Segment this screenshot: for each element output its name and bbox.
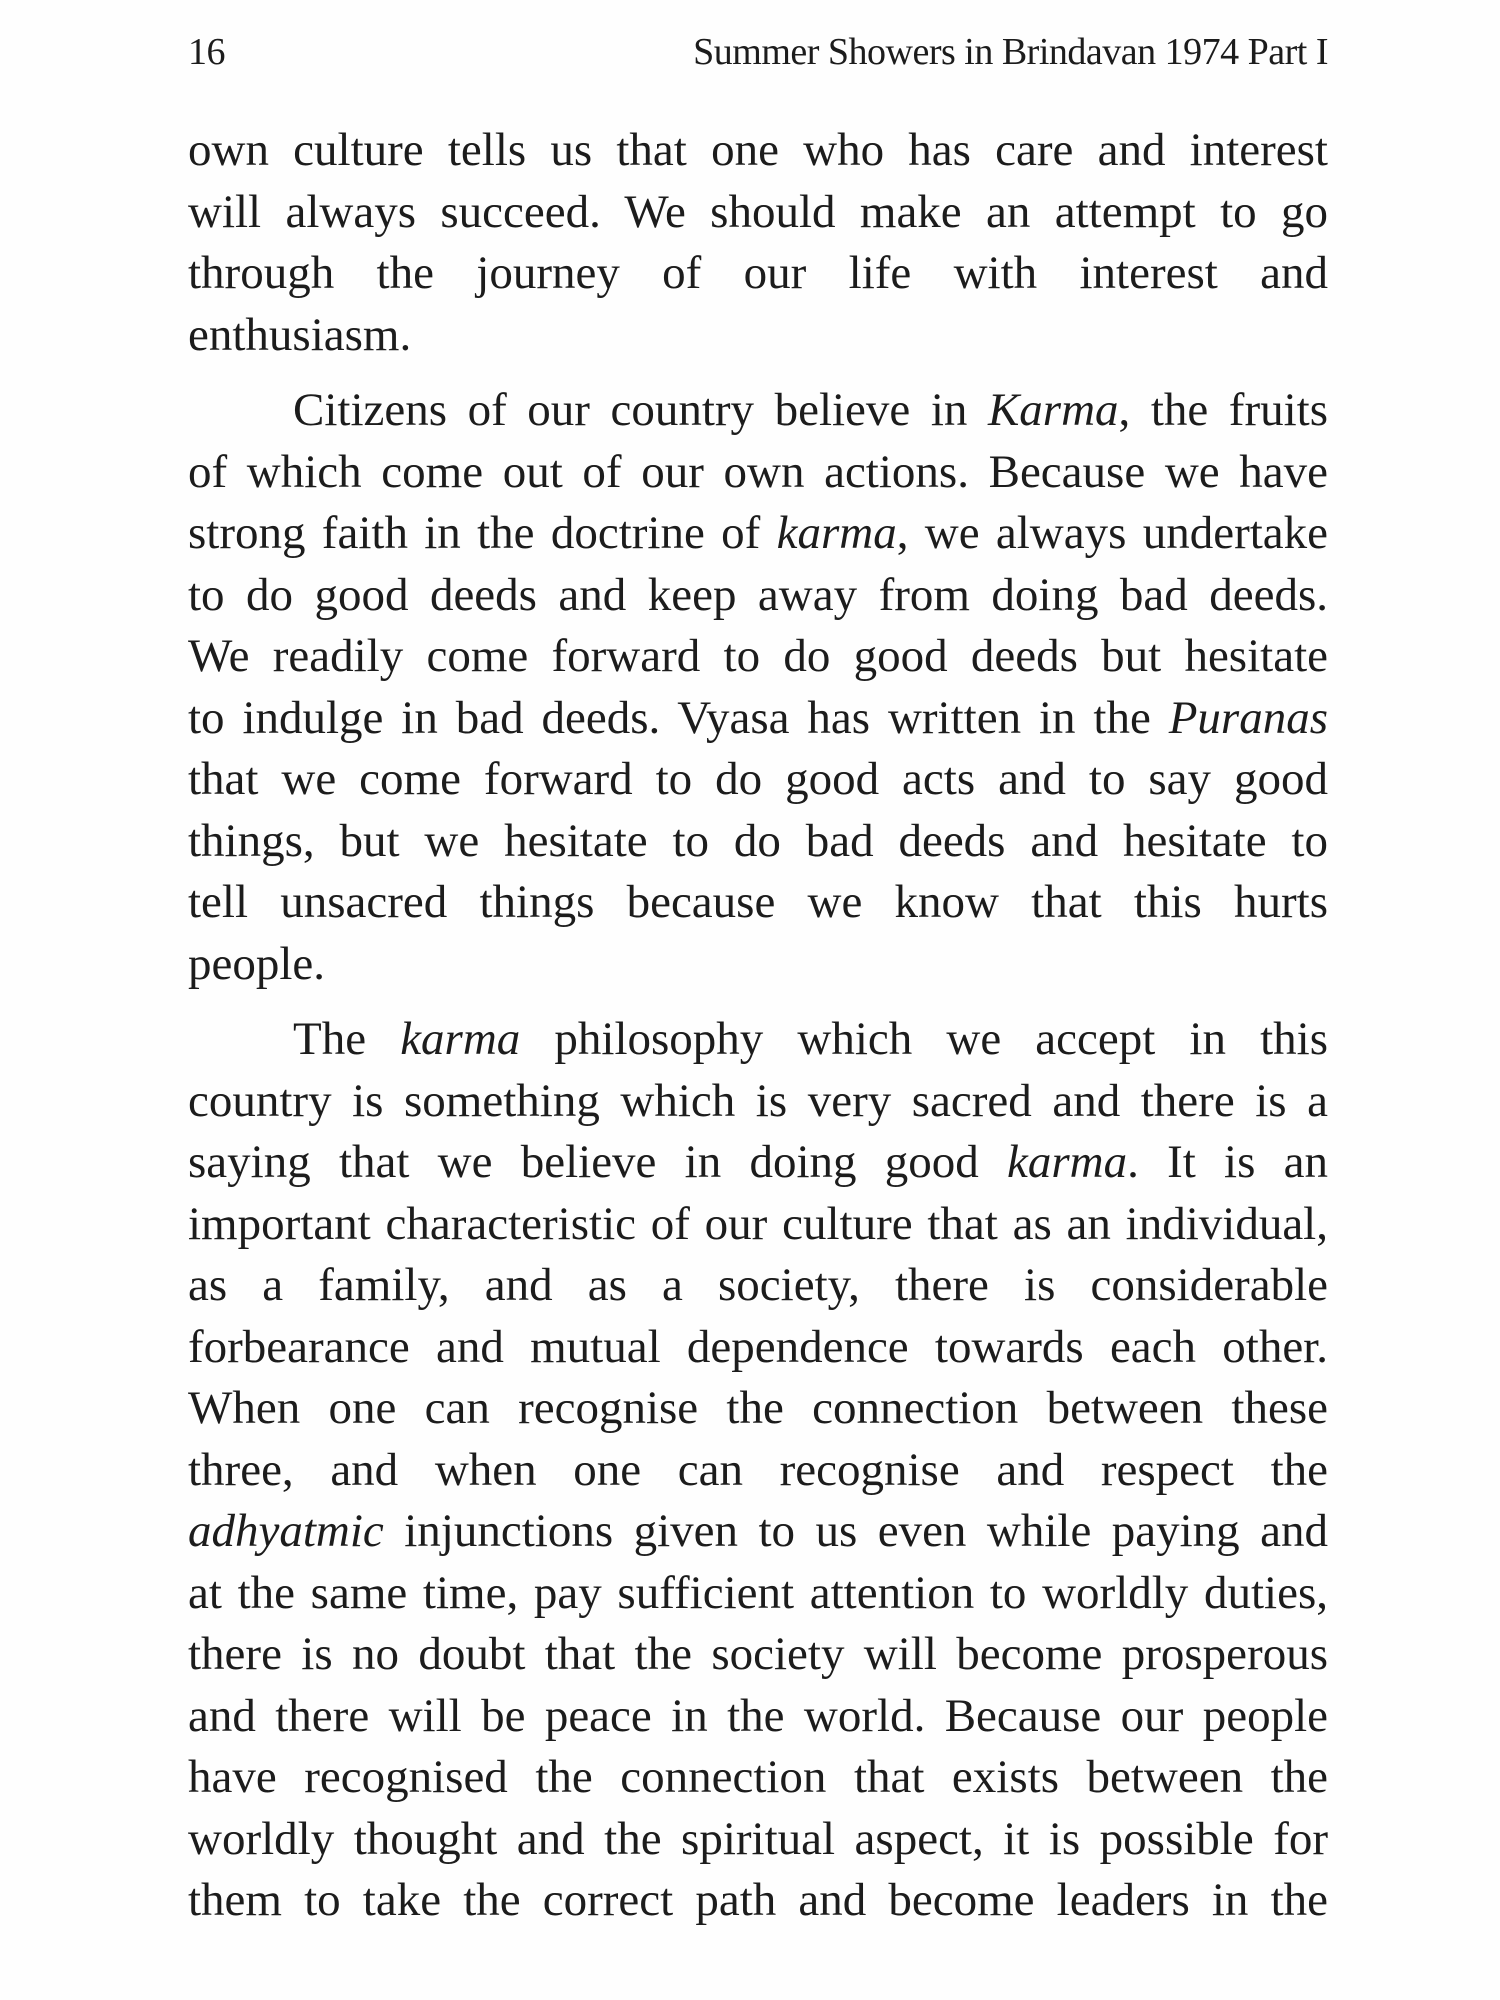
text-line [188, 626, 1328, 688]
text-line [188, 503, 1328, 565]
text-line [188, 1747, 1328, 1809]
italic-term: karma [1007, 1136, 1128, 1188]
text-run: injunctions given to us even while paying and [383, 1505, 1328, 1557]
text-line [188, 1870, 1328, 1932]
text-line [188, 1563, 1328, 1625]
text-run: have recognised the connection that exists between the [188, 1751, 1328, 1803]
running-title: Summer Showers in Brindavan 1974 Part I [693, 31, 1328, 73]
text-run: three, and when one can recognise and respect the [188, 1443, 1328, 1496]
text-run: The [293, 1013, 401, 1065]
text-run: to indulge in bad deeds. Vyasa has written in the [188, 691, 1169, 744]
text-run: and there will be peace in the world. Because our people [188, 1689, 1328, 1742]
text-run: will always succeed. We should make an attempt to go [188, 185, 1328, 238]
text-line [188, 1809, 1328, 1871]
text-line [188, 872, 1328, 934]
text-run: important characteristic of our culture that as an individual, [188, 1197, 1328, 1250]
text-run: to do good deeds and keep away from doing bad deeds. [188, 568, 1328, 621]
text-run: of which come out of our own actions. Because we have [188, 445, 1328, 498]
text-line [188, 305, 1328, 367]
text-run: them to take the correct path and become leaders in the [188, 1874, 1328, 1926]
text-line [188, 811, 1328, 873]
text-run: When one can recognise the connection between these [188, 1382, 1328, 1434]
text-run: , we always undertake [896, 507, 1329, 559]
text-run: . It is an [1127, 1136, 1328, 1188]
text-run: forbearance and mutual dependence towards each other. [188, 1320, 1328, 1373]
text-line [188, 565, 1328, 627]
text-line [188, 380, 1328, 442]
italic-term: adhyatmic [188, 1505, 384, 1557]
text-line [188, 182, 1328, 244]
page-number: 16 [188, 31, 225, 73]
text-run: as a family, and as a society, there is considerable [188, 1259, 1328, 1311]
text-run: tell unsacred things because we know that this hurts [188, 876, 1328, 928]
text-line [188, 1255, 1328, 1317]
italic-term: Puranas [1168, 691, 1328, 744]
text-run: philosophy which we accept in this [520, 1013, 1328, 1065]
text-run: people. [188, 937, 326, 990]
italic-term: Karma [987, 384, 1119, 436]
text-run: enthusiasm. [188, 308, 412, 361]
text-line [188, 934, 1328, 996]
text-line [188, 1194, 1328, 1256]
text-run: We readily come forward to do good deeds but hesitate [188, 630, 1328, 682]
text-line [188, 442, 1328, 504]
text-line [188, 1686, 1328, 1748]
text-line [188, 1624, 1328, 1686]
text-line [188, 1132, 1328, 1194]
text-run: that we come forward to do good acts and to say good [188, 753, 1328, 805]
text-run: at the same time, pay sufficient attention to worldly duties, [188, 1566, 1328, 1619]
paragraph [188, 120, 1328, 366]
text-line [188, 243, 1328, 305]
text-run: worldly thought and the spiritual aspect, it is possible for [188, 1812, 1328, 1865]
text-line [188, 1440, 1328, 1502]
text-line [188, 1378, 1328, 1440]
text-line [188, 1009, 1328, 1071]
text-run: country is something which is very sacred and there is a [188, 1074, 1328, 1127]
paragraph [188, 380, 1328, 995]
text-line [188, 1317, 1328, 1379]
text-run: there is no doubt that the society will become prosperous [188, 1628, 1328, 1680]
text-line [188, 120, 1328, 182]
text-line [188, 1501, 1328, 1563]
text-line [188, 688, 1328, 750]
page-header [188, 30, 1328, 86]
text-run: Citizens of our country believe in [293, 384, 988, 436]
italic-term: karma [400, 1013, 521, 1065]
italic-term: karma [776, 507, 897, 559]
text-run: , the fruits [1118, 384, 1328, 436]
text-run: own culture tells us that one who has care and interest [188, 124, 1328, 176]
text-line [188, 749, 1328, 811]
body-text [188, 120, 1328, 1932]
text-line [188, 1071, 1328, 1133]
text-run: through the journey of our life with interest and [188, 247, 1328, 299]
text-run: things, but we hesitate to do bad deeds and hesitate to [188, 814, 1328, 867]
paragraph [188, 1009, 1328, 1932]
text-run: strong faith in the doctrine of [188, 507, 777, 559]
text-run: saying that we believe in doing good [188, 1136, 1007, 1188]
